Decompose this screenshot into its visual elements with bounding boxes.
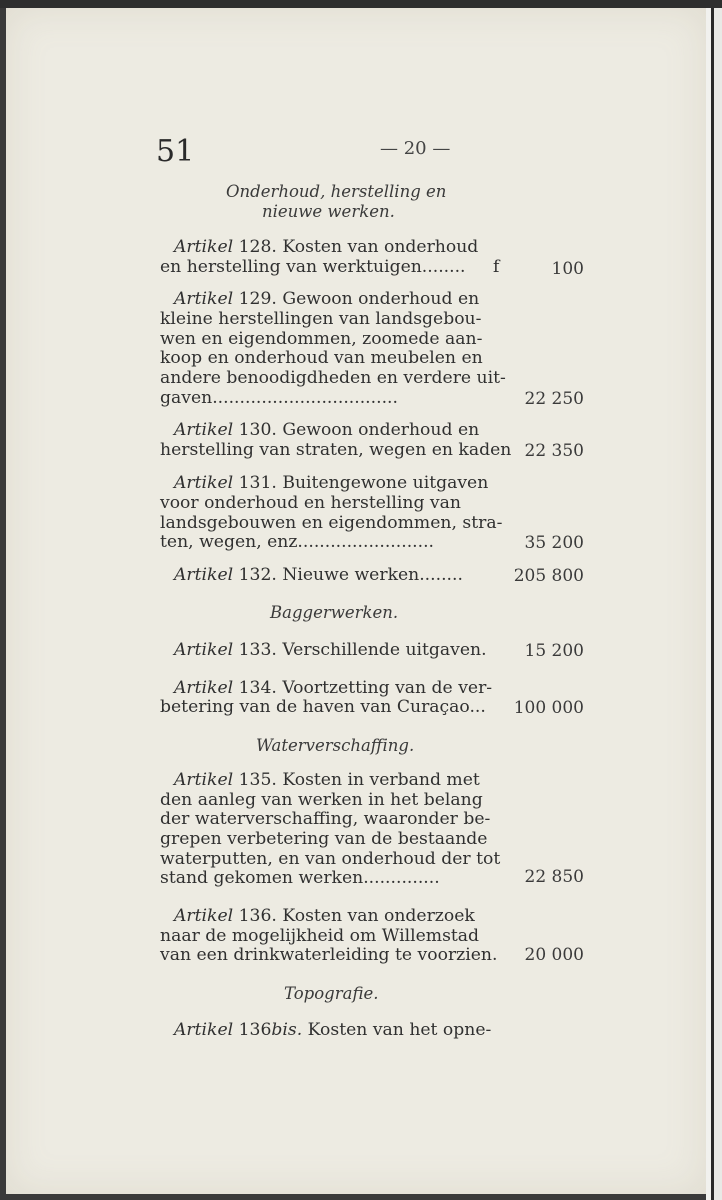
article-130-line-2: herstelling van straten, wegen en kaden xyxy=(160,440,512,460)
article-130-line-1: Artikel 130. Gewoon onderhoud en xyxy=(174,420,480,440)
folio-number: 51 xyxy=(156,134,195,169)
section-heading-waterverschaffing: Waterverschaffing. xyxy=(256,736,415,755)
currency-mark: f xyxy=(493,257,500,277)
article-129-line-1: Artikel 129. Gewoon onderhoud en xyxy=(174,289,480,309)
article-135-line-2: den aanleg van werken in het belang xyxy=(160,790,483,810)
article-136-line-2: naar de mogelijkheid om Willemstad xyxy=(160,926,480,946)
article-133-amount: 15 200 xyxy=(524,641,584,661)
article-128-line-2: en herstelling van werktuigen........ xyxy=(160,257,466,277)
article-135-line-4: grepen verbetering van de bestaande xyxy=(160,829,488,849)
article-131-line-1: Artikel 131. Buitengewone uitgaven xyxy=(174,473,489,493)
article-129-line-4: koop en onderhoud van meubelen en xyxy=(160,348,483,368)
section-heading-onderhoud-line2: nieuwe werken. xyxy=(262,202,395,221)
article-135-line-3: der waterverschaffing, waaronder be- xyxy=(160,809,491,829)
article-128-amount: 100 xyxy=(551,259,584,279)
article-136-line-1: Artikel 136. Kosten van onderzoek xyxy=(174,906,475,926)
article-129-amount: 22 250 xyxy=(524,389,584,409)
article-136-amount: 20 000 xyxy=(524,945,584,965)
article-134-line-1: Artikel 134. Voortzetting van de ver- xyxy=(174,678,493,698)
section-heading-topografie: Topografie. xyxy=(284,984,379,1003)
article-135-line-6: stand gekomen werken.............. xyxy=(160,868,440,888)
article-131-line-3: landsgebouwen en eigendommen, stra- xyxy=(160,513,503,533)
article-136-line-3: van een drinkwaterleiding te voorzien. xyxy=(160,945,498,965)
article-129-line-3: wen en eigendommen, zoomede aan- xyxy=(160,329,483,349)
scan-top-border xyxy=(0,0,722,8)
page-number: — 20 — xyxy=(380,138,451,159)
article-129-line-5: andere benoodigdheden en verdere uit- xyxy=(160,368,506,388)
article-135-line-1: Artikel 135. Kosten in verband met xyxy=(174,770,480,790)
article-128-line-1: Artikel 128. Kosten van onderhoud xyxy=(174,237,479,257)
article-129-line-2: kleine herstellingen van landsgebou- xyxy=(160,309,482,329)
page-edge xyxy=(706,8,722,1200)
article-133-line-1: Artikel 133. Verschillende uitgaven. xyxy=(174,640,487,660)
article-131-line-2: voor onderhoud en herstelling van xyxy=(160,493,461,513)
article-131-amount: 35 200 xyxy=(524,533,584,553)
article-132-amount: 205 800 xyxy=(513,566,584,586)
section-heading-onderhoud-line1: Onderhoud, herstelling en xyxy=(226,182,447,201)
article-134-line-2: betering van de haven van Curaçao... xyxy=(160,697,486,717)
article-129-line-6: gaven.................................. xyxy=(160,388,398,408)
article-134-amount: 100 000 xyxy=(513,698,584,718)
article-135-line-5: waterputten, en van onderhoud der tot xyxy=(160,849,501,869)
article-130-amount: 22 350 xyxy=(524,441,584,461)
article-136bis-line-1: Artikel 136bis. Kosten van het opne- xyxy=(174,1020,492,1040)
article-135-amount: 22 850 xyxy=(524,867,584,887)
article-132-line-1: Artikel 132. Nieuwe werken........ xyxy=(174,565,463,585)
article-131-line-4: ten, wegen, enz......................... xyxy=(160,532,435,552)
section-heading-baggerwerken: Baggerwerken. xyxy=(270,603,399,622)
